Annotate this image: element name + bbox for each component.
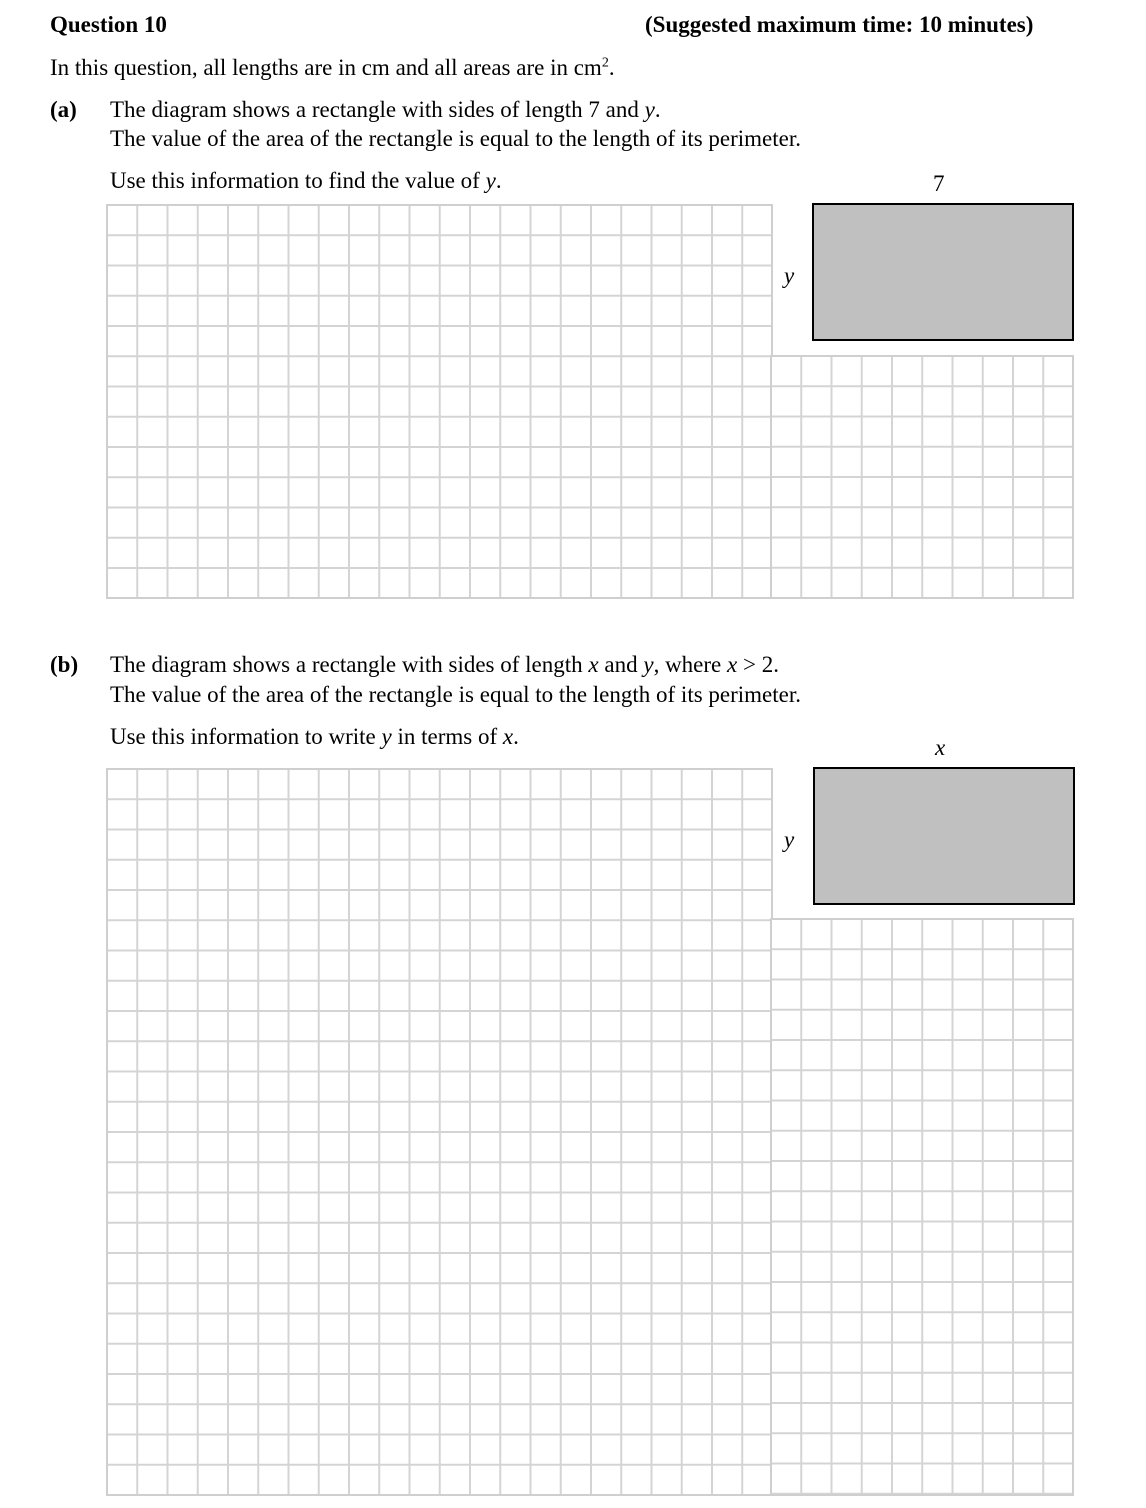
part-b-answer-grid-extension[interactable] (770, 918, 1074, 1496)
part-a-height-label: y (784, 263, 795, 288)
part-a-line-2: The value of the area of the rectangle is equal to the length of its perimeter. (110, 126, 801, 151)
intro-end: . (608, 55, 615, 80)
part-a-instruction-end: . (495, 168, 502, 193)
part-b-condition: > 2. (737, 652, 779, 677)
part-a-instruction (110, 167, 502, 195)
part-a-width-label: 7 (933, 171, 945, 196)
part-b-line-1-text: The diagram shows a rectangle with sides of length (110, 652, 589, 677)
part-a-instruction-var: y (485, 168, 496, 193)
part-b-condition-var: x (727, 652, 738, 677)
part-a-answer-grid[interactable] (106, 204, 773, 599)
part-b-line-1-and: and (598, 652, 644, 677)
part-a-line-1 (110, 96, 661, 124)
question-title: Question 10 (50, 12, 167, 37)
part-a-answer-grid-extension[interactable] (770, 355, 1074, 599)
part-b-instruction-text: Use this information to write (110, 724, 382, 749)
part-b-rectangle (813, 767, 1075, 905)
part-b-instruction-mid: in terms of (391, 724, 503, 749)
part-a-label: (a) (50, 97, 77, 122)
part-a-rectangle (812, 203, 1074, 341)
part-b-line-1 (110, 651, 779, 679)
part-b-label: (b) (50, 652, 79, 677)
part-b-line-1-where: , where (653, 652, 727, 677)
intro-text (50, 54, 615, 82)
part-b-instruction (110, 723, 519, 751)
part-b-width-label: x (935, 735, 946, 760)
part-a-line-1-and: and (599, 97, 645, 122)
part-a-line-1-end: . (654, 97, 661, 122)
part-a-var-y: y (644, 97, 655, 122)
part-a-side-number: 7 (588, 97, 600, 122)
part-a-instruction-text: Use this information to find the value of (110, 168, 486, 193)
part-b-answer-grid[interactable] (106, 768, 773, 1496)
part-b-instruction-end: . (513, 724, 519, 749)
part-a-line-1-text: The diagram shows a rectangle with sides of length (110, 97, 589, 122)
intro-superscript: 2 (601, 55, 609, 71)
part-b-height-label: y (784, 827, 795, 852)
part-b-line-2: The value of the area of the rectangle is equal to the length of its perimeter. (110, 682, 801, 707)
part-b-var-x: x (588, 652, 599, 677)
part-b-instruction-var-x: x (502, 724, 514, 749)
intro-main: In this question, all lengths are in cm and all areas are in cm (50, 55, 602, 80)
part-b-instruction-var-y: y (381, 724, 392, 749)
part-b-var-y: y (643, 652, 654, 677)
suggested-time: (Suggested maximum time: 10 minutes) (645, 12, 1034, 37)
